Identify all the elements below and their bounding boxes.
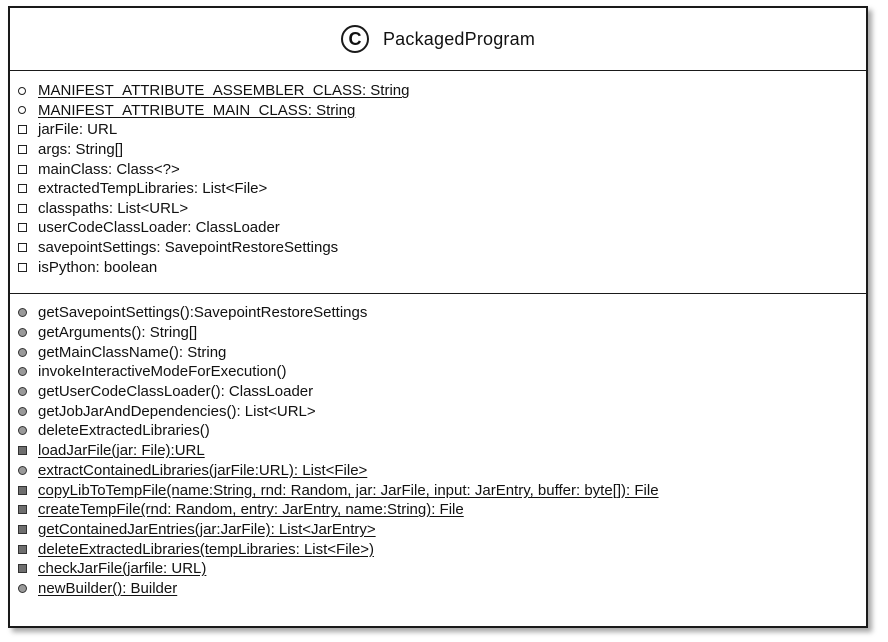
field-signature: MANIFEST_ATTRIBUTE_ASSEMBLER_CLASS: String [38, 82, 410, 100]
field-signature: userCodeClassLoader: ClassLoader [38, 219, 280, 237]
public-filled-visibility-icon [18, 308, 32, 317]
method-row [18, 441, 866, 461]
method-row [18, 559, 866, 579]
field-row [18, 81, 866, 101]
method-row [18, 421, 866, 441]
field-row [18, 140, 866, 160]
method-signature: getContainedJarEntries(jar:JarFile): List<JarEntry> [38, 520, 376, 538]
method-row [18, 461, 866, 481]
private-open-visibility-icon [18, 223, 32, 232]
field-row [18, 179, 866, 199]
field-signature: args: String[] [38, 141, 124, 159]
private-open-visibility-icon [18, 243, 32, 252]
class-header [10, 8, 866, 71]
field-signature: mainClass: Class<?> [38, 160, 180, 178]
method-signature: createTempFile(rnd: Random, entry: JarEntry, name:String): File [38, 501, 464, 519]
private-open-visibility-icon [18, 263, 32, 272]
method-row [18, 500, 866, 520]
field-signature: savepointSettings: SavepointRestoreSettings [38, 239, 339, 257]
field-signature: jarFile: URL [38, 121, 118, 139]
public-filled-visibility-icon [18, 426, 32, 435]
private-open-visibility-icon [18, 125, 32, 134]
public-open-visibility-icon [18, 87, 32, 95]
public-filled-visibility-icon [18, 328, 32, 337]
private-filled-visibility-icon [18, 446, 32, 455]
private-filled-visibility-icon [18, 525, 32, 534]
method-row [18, 303, 866, 323]
method-signature: deleteExtractedLibraries(tempLibraries: List<File>) [38, 540, 374, 558]
public-filled-visibility-icon [18, 387, 32, 396]
method-row [18, 362, 866, 382]
field-row [18, 257, 866, 277]
method-signature: invokeInteractiveModeForExecution() [38, 363, 287, 381]
public-open-visibility-icon [18, 106, 32, 114]
field-row [18, 199, 866, 219]
private-open-visibility-icon [18, 184, 32, 193]
field-row [18, 101, 866, 121]
method-signature: checkJarFile(jarfile: URL) [38, 560, 207, 578]
method-row [18, 323, 866, 343]
field-row [18, 120, 866, 140]
field-signature: extractedTempLibraries: List<File> [38, 180, 268, 198]
method-signature: copyLibToTempFile(name:String, rnd: Random, jar: JarFile, input: JarEntry, buffer: byte[]): File [38, 481, 659, 499]
method-row [18, 579, 866, 599]
method-signature: getJobJarAndDependencies(): List<URL> [38, 402, 316, 420]
public-filled-visibility-icon [18, 407, 32, 416]
private-open-visibility-icon [18, 165, 32, 174]
field-signature: MANIFEST_ATTRIBUTE_MAIN_CLASS: String [38, 101, 356, 119]
private-filled-visibility-icon [18, 564, 32, 573]
fields-compartment [10, 71, 866, 294]
uml-class-box [8, 6, 868, 628]
method-row [18, 382, 866, 402]
field-row [18, 238, 866, 258]
method-signature: newBuilder(): Builder [38, 579, 178, 597]
method-signature: loadJarFile(jar: File):URL [38, 442, 205, 460]
method-row [18, 520, 866, 540]
public-filled-visibility-icon [18, 367, 32, 376]
private-filled-visibility-icon [18, 545, 32, 554]
public-filled-visibility-icon [18, 584, 32, 593]
public-filled-visibility-icon [18, 466, 32, 475]
method-row [18, 539, 866, 559]
method-signature: deleteExtractedLibraries() [38, 422, 210, 440]
private-open-visibility-icon [18, 145, 32, 154]
field-row [18, 218, 866, 238]
field-row [18, 159, 866, 179]
methods-compartment [10, 294, 866, 604]
method-signature: extractContainedLibraries(jarFile:URL): List<File> [38, 461, 368, 479]
private-open-visibility-icon [18, 204, 32, 213]
private-filled-visibility-icon [18, 505, 32, 514]
method-signature: getUserCodeClassLoader(): ClassLoader [38, 383, 314, 401]
class-name: PackagedProgram [382, 28, 536, 49]
field-signature: classpaths: List<URL> [38, 199, 189, 217]
field-signature: isPython: boolean [38, 258, 158, 276]
method-signature: getArguments(): String[] [38, 324, 198, 342]
method-row [18, 401, 866, 421]
public-filled-visibility-icon [18, 348, 32, 357]
method-signature: getMainClassName(): String [38, 343, 227, 361]
method-row [18, 480, 866, 500]
class-stereotype-icon: C [341, 25, 369, 53]
private-filled-visibility-icon [18, 486, 32, 495]
method-row [18, 342, 866, 362]
method-signature: getSavepointSettings():SavepointRestoreSettings [38, 304, 368, 322]
